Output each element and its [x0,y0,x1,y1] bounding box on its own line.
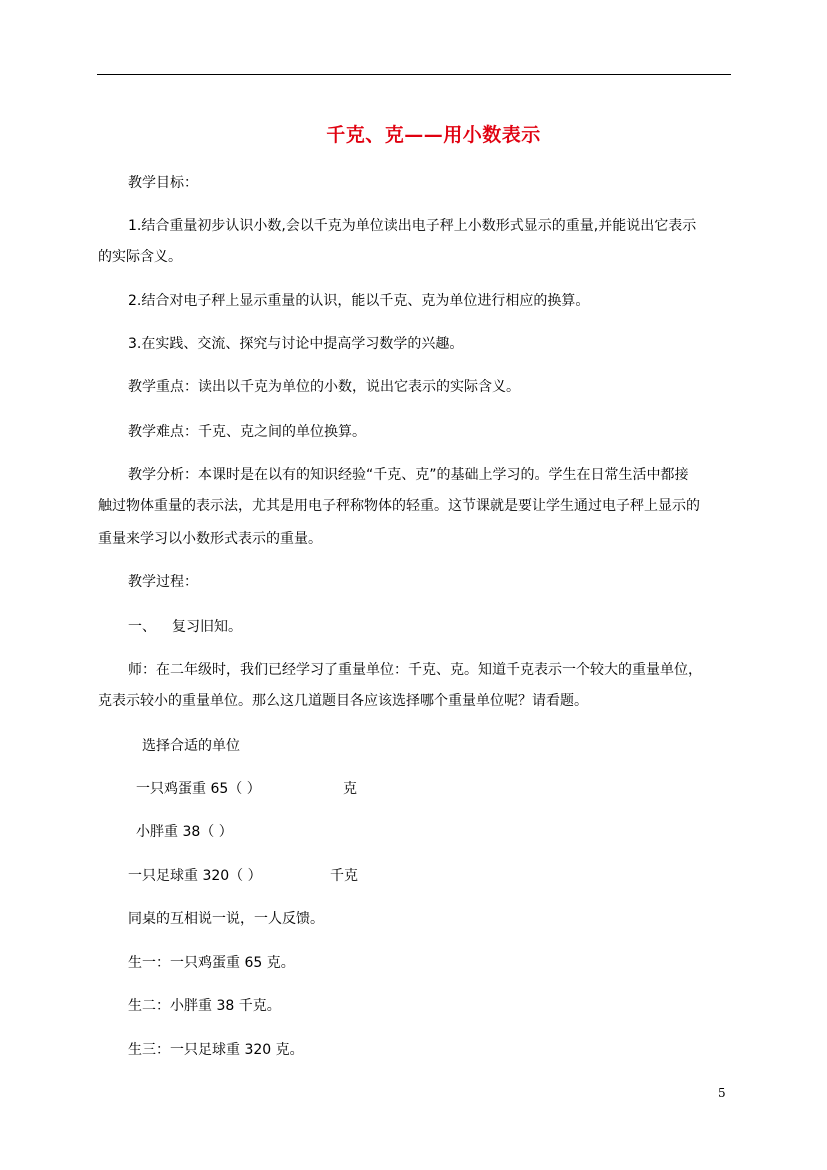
exercise-question-1: 一只鸡蛋重 65（ ） [136,781,261,797]
answer-3: 生三：一只足球重 320 克。 [128,1042,304,1058]
page-number: 5 [718,1086,726,1100]
exercise-unit-2: 千克 [330,868,358,884]
difficulty: 教学难点：千克、克之间的单位换算。 [128,424,366,440]
section-1-title: 复习旧知。 [172,619,242,635]
objective-1-line-2: 的实际含义。 [98,249,182,265]
section-1-number: 一、 [128,619,156,635]
document-title: 千克、克——用小数表示 [326,124,541,146]
analysis-line-3: 重量来学习以小数形式表示的重量。 [98,531,322,547]
answer-2: 生二：小胖重 38 千克。 [128,998,281,1014]
objective-3: 3.在实践、交流、探究与讨论中提高学习数学的兴趣。 [128,336,464,352]
analysis-line-1: 教学分析：本课时是在以有的知识经验“千克、克”的基础上学习的。学生在日常生活中都接 [128,467,689,483]
header-rule [97,74,731,75]
exercise-heading: 选择合适的单位 [142,738,240,754]
process-heading: 教学过程： [128,574,198,590]
discussion: 同桌的互相说一说，一人反馈。 [128,911,324,927]
teacher-line-2: 克表示较小的重量单位。那么这几道题目各应该选择哪个重量单位呢？请看题。 [98,693,588,709]
key-point: 教学重点：读出以千克为单位的小数，说出它表示的实际含义。 [128,379,520,395]
answer-1: 生一：一只鸡蛋重 65 克。 [128,955,295,971]
objective-1-line-1: 1.结合重量初步认识小数,会以千克为单位读出电子秤上小数形式显示的重量,并能说出它表示 [128,218,697,234]
exercise-unit-1: 克 [343,781,357,797]
exercise-question-2: 小胖重 38（ ） [136,824,233,840]
teacher-line-1: 师：在二年级时，我们已经学习了重量单位：千克、克。知道千克表示一个较大的重量单位， [128,662,702,678]
objectives-heading: 教学目标： [128,175,198,191]
objective-2: 2.结合对电子秤上显示重量的认识，能以千克、克为单位进行相应的换算。 [128,293,590,309]
analysis-line-2: 触过物体重量的表示法，尤其是用电子秤称物体的轻重。这节课就是要让学生通过电子秤上显示的 [98,498,700,514]
exercise-question-3: 一只足球重 320（ ） [128,868,262,884]
